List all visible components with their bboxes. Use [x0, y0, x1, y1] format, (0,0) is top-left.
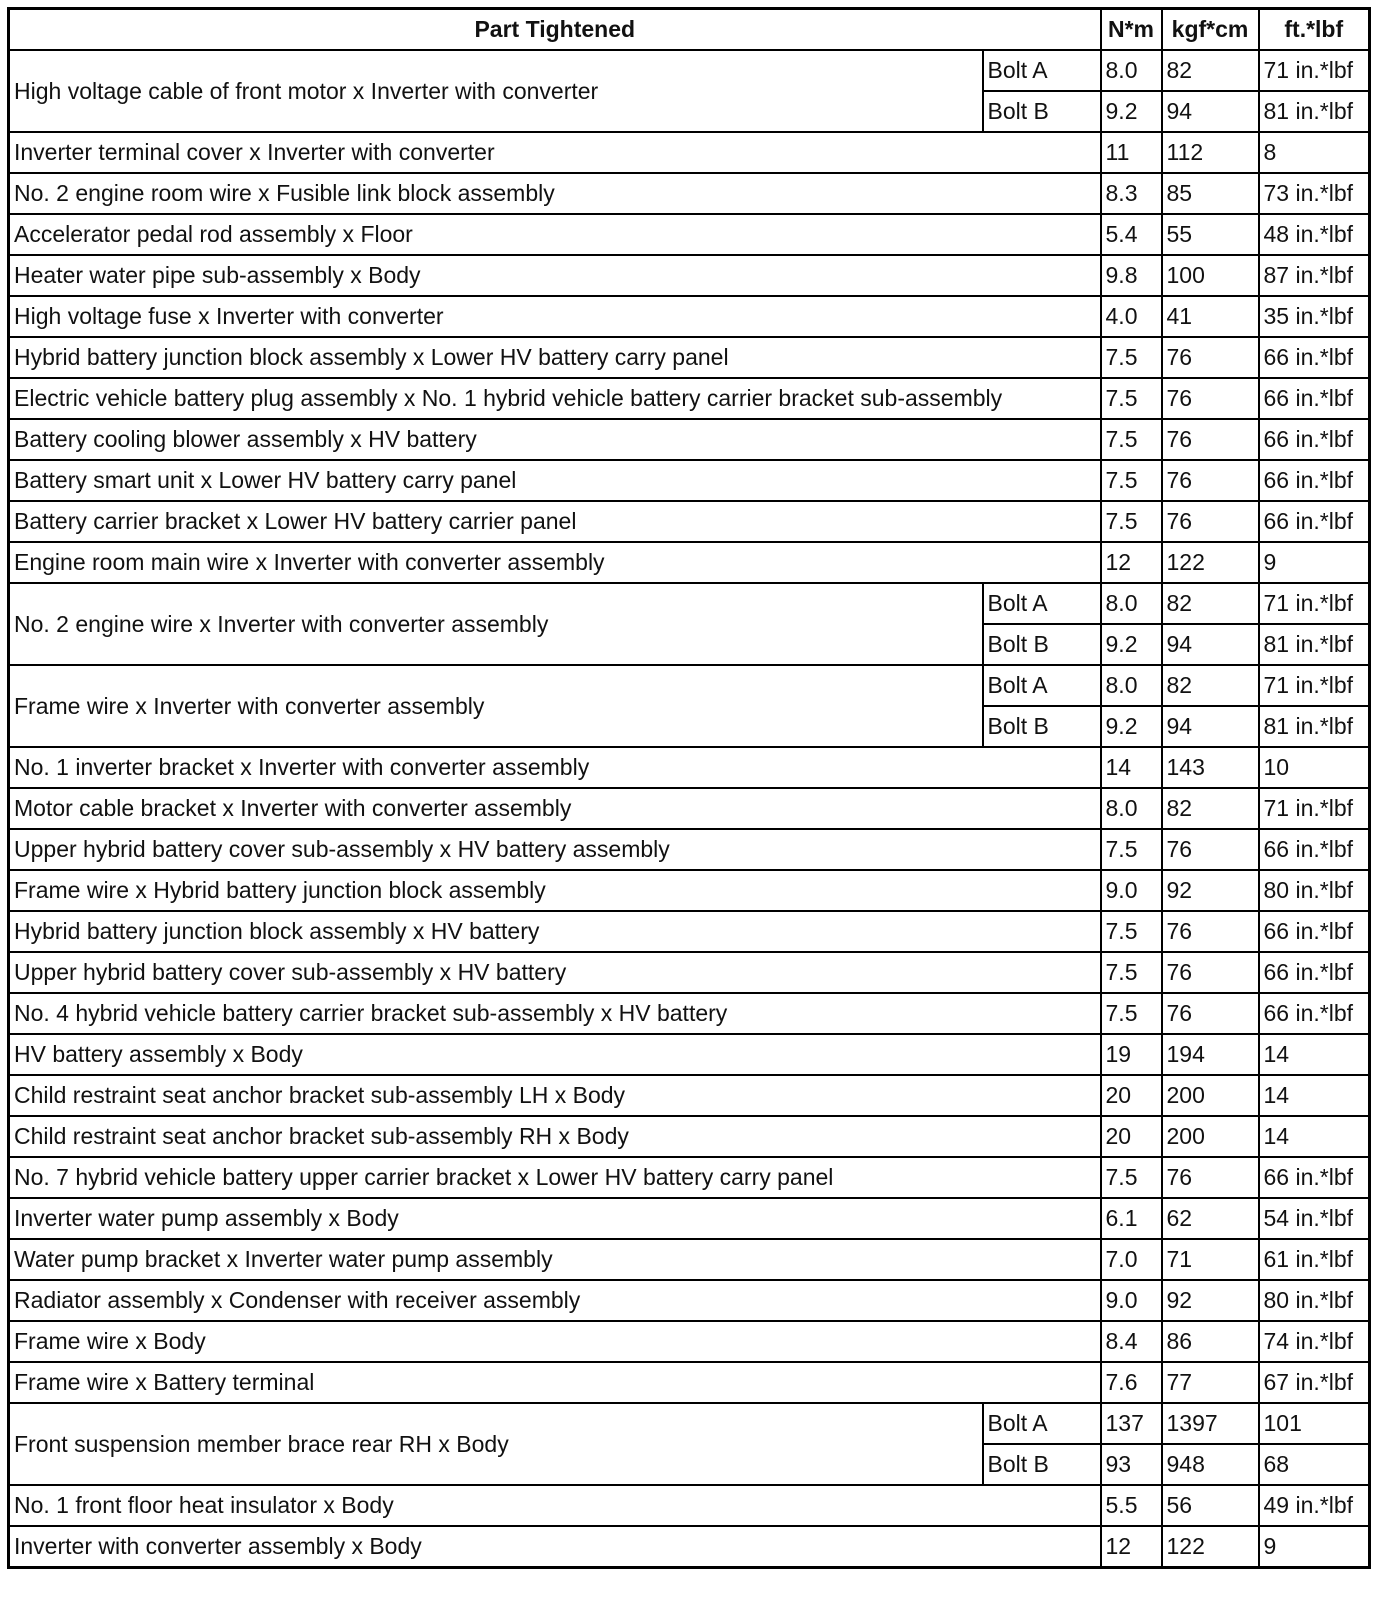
part-cell: Hybrid battery junction block assembly x Lower HV battery carry panel — [9, 337, 1101, 378]
nm-cell: 7.5 — [1101, 829, 1162, 870]
ft-lbf-cell: 66 in.*lbf — [1259, 911, 1370, 952]
part-cell: Frame wire x Inverter with converter assembly — [9, 665, 983, 747]
ft-lbf-cell: 8 — [1259, 132, 1370, 173]
bolt-cell: Bolt B — [983, 706, 1101, 747]
part-cell: High voltage fuse x Inverter with converter — [9, 296, 1101, 337]
bolt-cell: Bolt A — [983, 665, 1101, 706]
kgf-cm-cell: 94 — [1162, 706, 1259, 747]
nm-cell: 12 — [1101, 1526, 1162, 1568]
part-cell: No. 1 front floor heat insulator x Body — [9, 1485, 1101, 1526]
table-row — [9, 993, 1370, 1034]
part-cell: Child restraint seat anchor bracket sub-assembly LH x Body — [9, 1075, 1101, 1116]
ft-lbf-cell: 74 in.*lbf — [1259, 1321, 1370, 1362]
kgf-cm-cell: 82 — [1162, 583, 1259, 624]
nm-cell: 7.5 — [1101, 911, 1162, 952]
part-cell: Battery carrier bracket x Lower HV battery carrier panel — [9, 501, 1101, 542]
nm-cell: 137 — [1101, 1403, 1162, 1444]
ft-lbf-cell: 9 — [1259, 1526, 1370, 1568]
table-row — [9, 870, 1370, 911]
nm-cell: 7.5 — [1101, 993, 1162, 1034]
ft-lbf-cell: 14 — [1259, 1034, 1370, 1075]
kgf-cm-cell: 41 — [1162, 296, 1259, 337]
nm-cell: 7.5 — [1101, 378, 1162, 419]
part-cell: Motor cable bracket x Inverter with converter assembly — [9, 788, 1101, 829]
kgf-cm-cell: 77 — [1162, 1362, 1259, 1403]
ft-lbf-cell: 66 in.*lbf — [1259, 952, 1370, 993]
part-cell: Battery smart unit x Lower HV battery carry panel — [9, 460, 1101, 501]
nm-cell: 9.2 — [1101, 706, 1162, 747]
nm-cell: 20 — [1101, 1075, 1162, 1116]
kgf-cm-cell: 94 — [1162, 624, 1259, 665]
part-cell: High voltage cable of front motor x Inverter with converter — [9, 50, 983, 132]
bolt-cell: Bolt A — [983, 583, 1101, 624]
table-body — [9, 50, 1370, 1568]
part-cell: Engine room main wire x Inverter with converter assembly — [9, 542, 1101, 583]
ft-lbf-cell: 73 in.*lbf — [1259, 173, 1370, 214]
part-cell: Accelerator pedal rod assembly x Floor — [9, 214, 1101, 255]
kgf-cm-cell: 94 — [1162, 91, 1259, 132]
ft-lbf-cell: 81 in.*lbf — [1259, 624, 1370, 665]
kgf-cm-cell: 76 — [1162, 337, 1259, 378]
nm-cell: 12 — [1101, 542, 1162, 583]
table-row — [9, 1321, 1370, 1362]
ft-lbf-cell: 66 in.*lbf — [1259, 501, 1370, 542]
bolt-cell: Bolt B — [983, 1444, 1101, 1485]
table-row — [9, 911, 1370, 952]
ft-lbf-cell: 81 in.*lbf — [1259, 91, 1370, 132]
ft-lbf-cell: 66 in.*lbf — [1259, 829, 1370, 870]
part-cell: Child restraint seat anchor bracket sub-assembly RH x Body — [9, 1116, 1101, 1157]
header-part-tightened: Part Tightened — [9, 9, 1101, 51]
kgf-cm-cell: 55 — [1162, 214, 1259, 255]
kgf-cm-cell: 82 — [1162, 50, 1259, 91]
table-row — [9, 460, 1370, 501]
table-row — [9, 419, 1370, 460]
kgf-cm-cell: 76 — [1162, 419, 1259, 460]
kgf-cm-cell: 56 — [1162, 1485, 1259, 1526]
ft-lbf-cell: 66 in.*lbf — [1259, 460, 1370, 501]
nm-cell: 7.5 — [1101, 501, 1162, 542]
nm-cell: 7.0 — [1101, 1239, 1162, 1280]
kgf-cm-cell: 100 — [1162, 255, 1259, 296]
kgf-cm-cell: 200 — [1162, 1116, 1259, 1157]
kgf-cm-cell: 1397 — [1162, 1403, 1259, 1444]
ft-lbf-cell: 66 in.*lbf — [1259, 993, 1370, 1034]
part-cell: Front suspension member brace rear RH x Body — [9, 1403, 983, 1485]
ft-lbf-cell: 35 in.*lbf — [1259, 296, 1370, 337]
nm-cell: 9.2 — [1101, 91, 1162, 132]
part-cell: Frame wire x Body — [9, 1321, 1101, 1362]
ft-lbf-cell: 49 in.*lbf — [1259, 1485, 1370, 1526]
nm-cell: 7.5 — [1101, 419, 1162, 460]
ft-lbf-cell: 67 in.*lbf — [1259, 1362, 1370, 1403]
table-row — [9, 1280, 1370, 1321]
kgf-cm-cell: 200 — [1162, 1075, 1259, 1116]
ft-lbf-cell: 14 — [1259, 1075, 1370, 1116]
nm-cell: 9.0 — [1101, 870, 1162, 911]
table-row — [9, 583, 1370, 624]
ft-lbf-cell: 81 in.*lbf — [1259, 706, 1370, 747]
table-row — [9, 1485, 1370, 1526]
kgf-cm-cell: 948 — [1162, 1444, 1259, 1485]
nm-cell: 5.5 — [1101, 1485, 1162, 1526]
part-cell: Inverter terminal cover x Inverter with converter — [9, 132, 1101, 173]
ft-lbf-cell: 87 in.*lbf — [1259, 255, 1370, 296]
table-row — [9, 542, 1370, 583]
nm-cell: 9.2 — [1101, 624, 1162, 665]
table-row — [9, 829, 1370, 870]
kgf-cm-cell: 76 — [1162, 460, 1259, 501]
bolt-cell: Bolt A — [983, 1403, 1101, 1444]
table-row — [9, 747, 1370, 788]
part-cell: Hybrid battery junction block assembly x HV battery — [9, 911, 1101, 952]
nm-cell: 11 — [1101, 132, 1162, 173]
kgf-cm-cell: 92 — [1162, 870, 1259, 911]
table-row — [9, 1239, 1370, 1280]
nm-cell: 7.5 — [1101, 1157, 1162, 1198]
nm-cell: 8.0 — [1101, 50, 1162, 91]
table-row — [9, 296, 1370, 337]
part-cell: No. 2 engine wire x Inverter with converter assembly — [9, 583, 983, 665]
header-nm: N*m — [1101, 9, 1162, 51]
ft-lbf-cell: 71 in.*lbf — [1259, 665, 1370, 706]
kgf-cm-cell: 76 — [1162, 1157, 1259, 1198]
table-row — [9, 1403, 1370, 1444]
ft-lbf-cell: 71 in.*lbf — [1259, 50, 1370, 91]
ft-lbf-cell: 61 in.*lbf — [1259, 1239, 1370, 1280]
ft-lbf-cell: 66 in.*lbf — [1259, 337, 1370, 378]
part-cell: Frame wire x Battery terminal — [9, 1362, 1101, 1403]
part-cell: Inverter with converter assembly x Body — [9, 1526, 1101, 1568]
ft-lbf-cell: 71 in.*lbf — [1259, 788, 1370, 829]
kgf-cm-cell: 82 — [1162, 788, 1259, 829]
part-cell: Heater water pipe sub-assembly x Body — [9, 255, 1101, 296]
table-row — [9, 1198, 1370, 1239]
table-row — [9, 1526, 1370, 1568]
nm-cell: 4.0 — [1101, 296, 1162, 337]
part-cell: Upper hybrid battery cover sub-assembly x HV battery assembly — [9, 829, 1101, 870]
part-cell: No. 2 engine room wire x Fusible link block assembly — [9, 173, 1101, 214]
bolt-cell: Bolt B — [983, 91, 1101, 132]
table-row — [9, 50, 1370, 91]
part-cell: Radiator assembly x Condenser with receiver assembly — [9, 1280, 1101, 1321]
table-row — [9, 1157, 1370, 1198]
table-row — [9, 1116, 1370, 1157]
ft-lbf-cell: 48 in.*lbf — [1259, 214, 1370, 255]
torque-spec-table — [7, 7, 1371, 1569]
kgf-cm-cell: 71 — [1162, 1239, 1259, 1280]
kgf-cm-cell: 122 — [1162, 1526, 1259, 1568]
part-cell: No. 4 hybrid vehicle battery carrier bracket sub-assembly x HV battery — [9, 993, 1101, 1034]
nm-cell: 6.1 — [1101, 1198, 1162, 1239]
kgf-cm-cell: 112 — [1162, 132, 1259, 173]
nm-cell: 8.4 — [1101, 1321, 1162, 1362]
table-row — [9, 337, 1370, 378]
nm-cell: 93 — [1101, 1444, 1162, 1485]
kgf-cm-cell: 76 — [1162, 501, 1259, 542]
kgf-cm-cell: 86 — [1162, 1321, 1259, 1362]
ft-lbf-cell: 66 in.*lbf — [1259, 1157, 1370, 1198]
table-row — [9, 665, 1370, 706]
table-row — [9, 378, 1370, 419]
table-row — [9, 255, 1370, 296]
part-cell: Frame wire x Hybrid battery junction block assembly — [9, 870, 1101, 911]
kgf-cm-cell: 92 — [1162, 1280, 1259, 1321]
nm-cell: 19 — [1101, 1034, 1162, 1075]
nm-cell: 7.6 — [1101, 1362, 1162, 1403]
header-row — [9, 9, 1370, 51]
nm-cell: 5.4 — [1101, 214, 1162, 255]
part-cell: No. 1 inverter bracket x Inverter with converter assembly — [9, 747, 1101, 788]
table-header — [9, 9, 1370, 51]
bolt-cell: Bolt B — [983, 624, 1101, 665]
ft-lbf-cell: 66 in.*lbf — [1259, 419, 1370, 460]
table-row — [9, 952, 1370, 993]
ft-lbf-cell: 66 in.*lbf — [1259, 378, 1370, 419]
kgf-cm-cell: 82 — [1162, 665, 1259, 706]
kgf-cm-cell: 76 — [1162, 911, 1259, 952]
bolt-cell: Bolt A — [983, 50, 1101, 91]
part-cell: Upper hybrid battery cover sub-assembly x HV battery — [9, 952, 1101, 993]
nm-cell: 8.3 — [1101, 173, 1162, 214]
table-row — [9, 1362, 1370, 1403]
table-row — [9, 1034, 1370, 1075]
table-row — [9, 1075, 1370, 1116]
kgf-cm-cell: 76 — [1162, 993, 1259, 1034]
part-cell: HV battery assembly x Body — [9, 1034, 1101, 1075]
kgf-cm-cell: 194 — [1162, 1034, 1259, 1075]
kgf-cm-cell: 122 — [1162, 542, 1259, 583]
ft-lbf-cell: 80 in.*lbf — [1259, 1280, 1370, 1321]
ft-lbf-cell: 14 — [1259, 1116, 1370, 1157]
kgf-cm-cell: 143 — [1162, 747, 1259, 788]
part-cell: No. 7 hybrid vehicle battery upper carrier bracket x Lower HV battery carry panel — [9, 1157, 1101, 1198]
ft-lbf-cell: 68 — [1259, 1444, 1370, 1485]
nm-cell: 8.0 — [1101, 583, 1162, 624]
header-ft-lbf: ft.*lbf — [1259, 9, 1370, 51]
part-cell: Battery cooling blower assembly x HV battery — [9, 419, 1101, 460]
kgf-cm-cell: 76 — [1162, 378, 1259, 419]
part-cell: Water pump bracket x Inverter water pump assembly — [9, 1239, 1101, 1280]
nm-cell: 9.0 — [1101, 1280, 1162, 1321]
ft-lbf-cell: 10 — [1259, 747, 1370, 788]
ft-lbf-cell: 80 in.*lbf — [1259, 870, 1370, 911]
table-row — [9, 173, 1370, 214]
nm-cell: 8.0 — [1101, 665, 1162, 706]
kgf-cm-cell: 76 — [1162, 952, 1259, 993]
table-row — [9, 501, 1370, 542]
nm-cell: 14 — [1101, 747, 1162, 788]
nm-cell: 20 — [1101, 1116, 1162, 1157]
nm-cell: 7.5 — [1101, 952, 1162, 993]
ft-lbf-cell: 9 — [1259, 542, 1370, 583]
ft-lbf-cell: 101 — [1259, 1403, 1370, 1444]
table-row — [9, 788, 1370, 829]
kgf-cm-cell: 85 — [1162, 173, 1259, 214]
nm-cell: 8.0 — [1101, 788, 1162, 829]
kgf-cm-cell: 76 — [1162, 829, 1259, 870]
ft-lbf-cell: 71 in.*lbf — [1259, 583, 1370, 624]
table-row — [9, 214, 1370, 255]
nm-cell: 9.8 — [1101, 255, 1162, 296]
nm-cell: 7.5 — [1101, 337, 1162, 378]
part-cell: Inverter water pump assembly x Body — [9, 1198, 1101, 1239]
header-kgf-cm: kgf*cm — [1162, 9, 1259, 51]
nm-cell: 7.5 — [1101, 460, 1162, 501]
kgf-cm-cell: 62 — [1162, 1198, 1259, 1239]
table-row — [9, 132, 1370, 173]
ft-lbf-cell: 54 in.*lbf — [1259, 1198, 1370, 1239]
part-cell: Electric vehicle battery plug assembly x No. 1 hybrid vehicle battery carrier bracket sub-assembly — [9, 378, 1101, 419]
